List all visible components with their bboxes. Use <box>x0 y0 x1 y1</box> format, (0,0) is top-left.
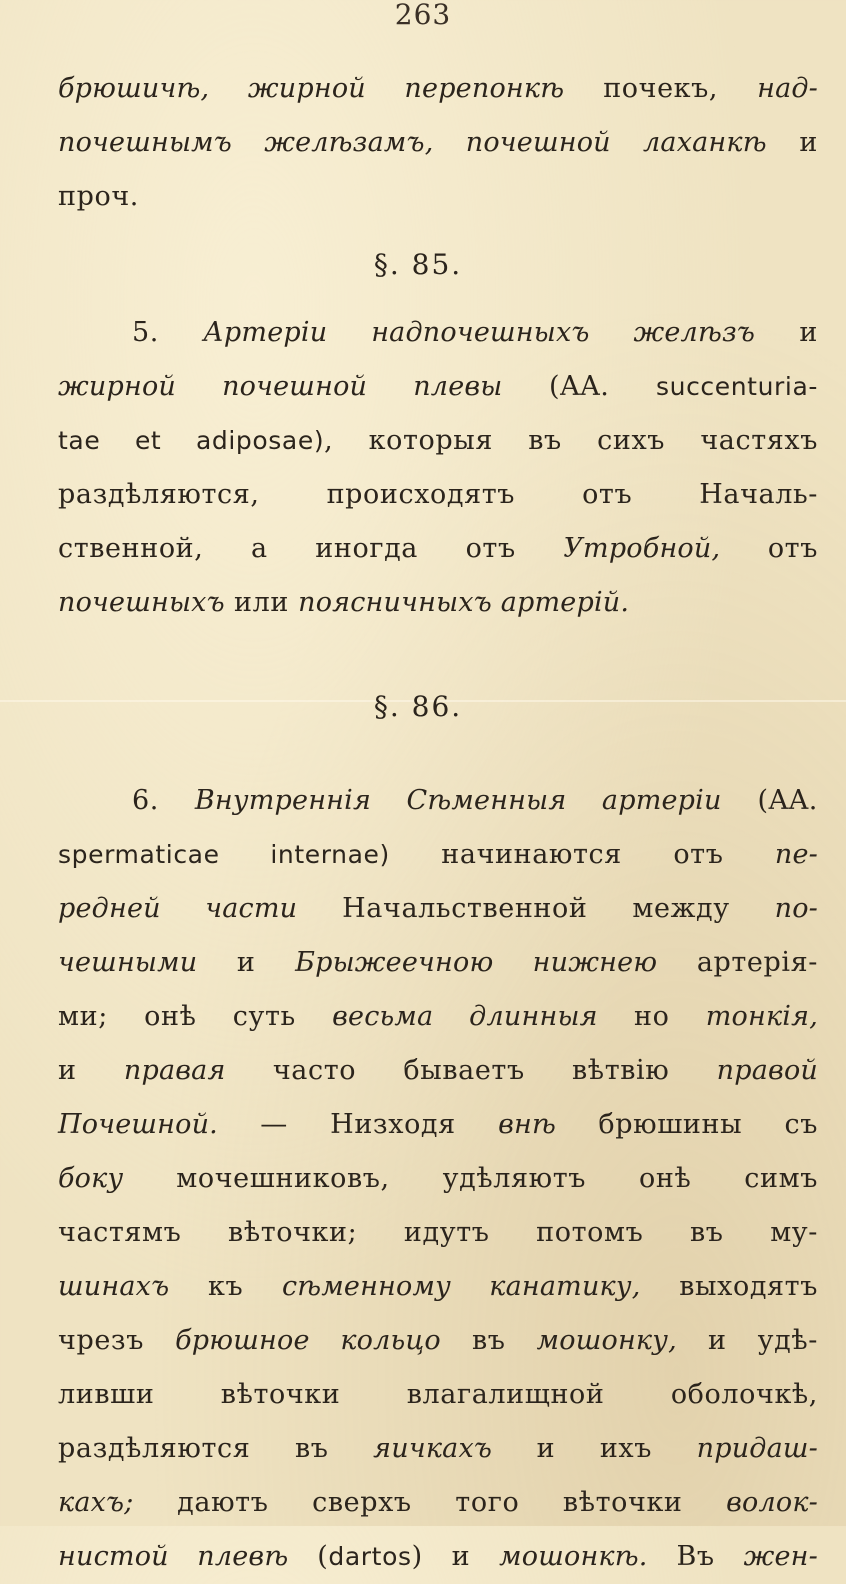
text-line: жирной почешной плевы (AA. succenturia- <box>58 371 818 402</box>
page-body <box>58 62 818 1584</box>
text-line: почешныхъ или поясничныхъ артерій. <box>58 587 630 618</box>
text-line: брюшичѣ, жирной перепонкѣ почекъ, над- <box>58 73 818 104</box>
section-85-paragraph <box>58 306 818 630</box>
text-line: частямъ вѣточки; идутъ потомъ въ му- <box>58 1217 818 1248</box>
text-line: боку мочешниковъ, удѣляютъ онѣ симъ <box>58 1163 818 1194</box>
text-line: раздѣляются въ яичкахъ и ихъ придаш- <box>58 1433 818 1464</box>
text-line: редней части Начальственной между по- <box>58 893 818 924</box>
text-line: чрезъ брюшное кольцо въ мошонку, и удѣ- <box>58 1325 818 1356</box>
text-line: раздѣляются, происходятъ отъ Началь- <box>58 479 818 510</box>
spacer <box>58 630 818 666</box>
text-line: проч. <box>58 181 139 212</box>
text-line: 5. Артеріи надпочешныхъ желѣзъ и <box>132 317 818 348</box>
paragraph-continued <box>58 62 818 224</box>
text-line: 6. Внутреннія Сѣменныя артеріи (AA. <box>132 785 818 816</box>
text-line: Почешной. — Низходя внѣ брюшины съ <box>58 1109 818 1140</box>
text-line: ливши вѣточки влагалищной оболочкѣ, <box>58 1379 818 1410</box>
section-heading-86: §. 86. <box>373 690 463 723</box>
spacer <box>58 748 818 774</box>
page-number: 263 <box>394 0 452 31</box>
text-line: ми; онѣ суть весьма длинныя но тонкія, <box>58 1001 818 1032</box>
text-line: нистой плевѣ (dartos) и мошонкѣ. Въ жен- <box>58 1541 818 1572</box>
text-line: шинахъ къ сѣменному канатику, выходятъ <box>58 1271 818 1302</box>
text-line: чешными и Брыжеечною нижнею артерія- <box>58 947 818 978</box>
text-line: кахъ; даютъ сверхъ того вѣточки волок- <box>58 1487 818 1518</box>
section-86-paragraph <box>58 774 818 1584</box>
section-heading-85: §. 85. <box>373 248 463 281</box>
text-line: почешнымъ желѣзамъ, почешной лаханкѣ и <box>58 127 818 158</box>
text-line: tae et adiposae), которыя въ сихъ частяхъ <box>58 425 818 456</box>
text-line: и правая часто бываетъ вѣтвію правой <box>58 1055 818 1086</box>
text-line: ственной, а иногда отъ Утробной, отъ <box>58 533 818 564</box>
text-line: spermaticae internae) начинаются отъ пе- <box>58 839 818 870</box>
